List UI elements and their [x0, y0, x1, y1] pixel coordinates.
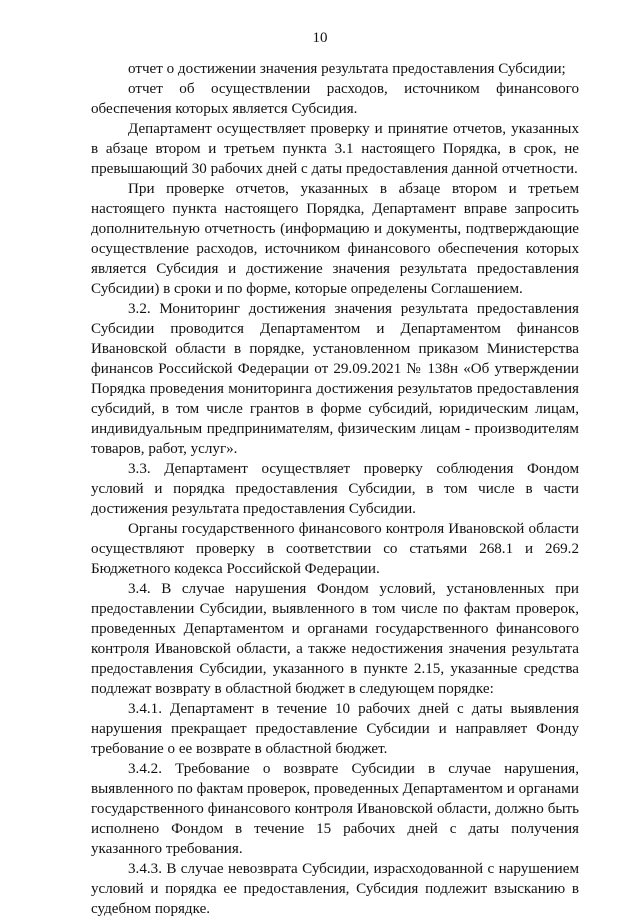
paragraph: 3.4.2. Требование о возврате Субсидии в случае нарушения, выявленного по фактам проверок, проведенных Департаментом и органами государственного финансового контроля Ивановской области, должно быть исполнено Фондом в течение 15 рабочих дней с даты получения указанного требования. — [91, 761, 579, 857]
paragraph: 3.4. В случае нарушения Фондом условий, установленных при предоставлении Субсидии, выявленного в том числе по фактам проверок, проведенных Департаментом и органами государственного финансового контроля Ивановской области, а также недостижения значения результата предоставления Субсидии, указанного в пункте 2.15, указанные средства подлежат возврату в областной бюджет в следующем порядке: — [91, 581, 579, 697]
document-body — [91, 59, 579, 919]
paragraph: 3.3. Департамент осуществляет проверку соблюдения Фондом условий и порядка предоставления Субсидии, в том числе в части достижения результата предоставления Субсидии. — [91, 461, 579, 517]
paragraph: Департамент осуществляет проверку и принятие отчетов, указанных в абзаце втором и третьем пункта 3.1 настоящего Порядка, в срок, не превышающий 30 рабочих дней с даты предоставления данной отчетности. — [91, 121, 579, 177]
paragraph: 3.4.3. В случае невозврата Субсидии, израсходованной с нарушением условий и порядка ее предоставления, Субсидия подлежит взысканию в судебном порядке. — [91, 861, 579, 917]
paragraph: Органы государственного финансового контроля Ивановской области осуществляют проверку в соответствии со статьями 268.1 и 269.2 Бюджетного кодекса Российской Федерации. — [91, 521, 579, 577]
page-number: 10 — [312, 30, 328, 46]
paragraph: 3.2. Мониторинг достижения значения результата предоставления Субсидии проводится Департаментом и Департаментом финансов Ивановской области в порядке, установленном приказом Министерства финансов Российской Федерации от 29.09.2021 № 138н «Об утверждении Порядка проведения мониторинга достижения результатов предоставления субсидий, в том числе грантов в форме субсидий, юридическим лицам, индивидуальным предпринимателям, физическим лицам - производителям товаров, работ, услуг». — [91, 301, 579, 457]
paragraph: 3.4.1. Департамент в течение 10 рабочих дней с даты выявления нарушения прекращает предоставление Субсидии и направляет Фонду требование о ее возврате в областной бюджет. — [91, 701, 579, 757]
paragraph: отчет о достижении значения результата предоставления Субсидии; — [128, 61, 566, 77]
paragraph: отчет об осуществлении расходов, источником финансового обеспечения которых является Субсидия. — [91, 81, 579, 117]
paragraph: При проверке отчетов, указанных в абзаце втором и третьем настоящего пункта настоящего Порядка, Департамент вправе запросить дополнительную отчетность (информацию и документы, подтверждающие осуществление расходов, источником финансового обеспечения которых является Субсидия и достижение значения результата предоставления Субсидии) в сроки и по форме, которые определены Соглашением. — [91, 181, 579, 297]
